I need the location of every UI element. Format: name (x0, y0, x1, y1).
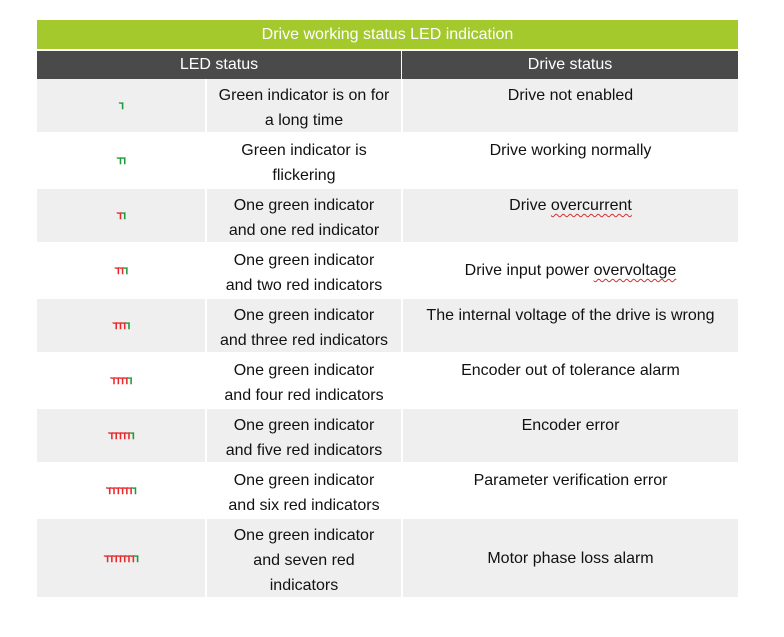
drive-status (403, 299, 738, 352)
red-led-icon: ꭋ (103, 550, 109, 565)
red-led-icon: ꭋ (106, 483, 111, 497)
led-description-line: and one red indicator (228, 222, 380, 239)
led-indicator-cell (37, 464, 207, 517)
red-led-icon: ꭋ (112, 318, 117, 332)
table-row (37, 299, 738, 354)
green-led-icon: ꭋ (127, 373, 132, 387)
led-indicator-icons (110, 368, 131, 393)
led-status-table (37, 20, 738, 599)
led-indicator-cell (37, 354, 207, 407)
led-indicator-cell (37, 409, 207, 462)
red-led-icon: ꭋ (129, 550, 134, 565)
table-row (37, 519, 738, 599)
table-row (37, 189, 738, 244)
green-led-icon: ꭋ (129, 428, 134, 442)
led-description (207, 519, 403, 597)
led-indicator-cell (37, 244, 207, 297)
led-indicator-icons (112, 313, 129, 338)
led-description-line: One green indicator (233, 417, 375, 434)
led-indicator-cell (37, 79, 207, 132)
led-description-line: One green indicator (233, 527, 375, 544)
led-indicator-cell (37, 299, 207, 352)
green-led-icon: ꭋ (131, 483, 136, 497)
led-indicator-cell (37, 189, 207, 242)
red-led-icon: ꭋ (118, 263, 124, 277)
led-description (207, 299, 403, 352)
red-led-icon: ꭋ (108, 550, 113, 565)
led-description (207, 409, 403, 462)
green-led-icon: ꭋ (123, 263, 128, 277)
drive-status (403, 409, 738, 462)
led-description-line: One green indicator (233, 197, 375, 214)
header-row (37, 51, 738, 79)
drive-status-text: Drive (509, 197, 551, 214)
led-description-line: One green indicator (233, 307, 375, 324)
led-description (207, 189, 403, 242)
led-indicator-cell (37, 519, 207, 597)
drive-status-text: The internal voltage of the drive is wrong (426, 307, 715, 324)
red-led-icon: ꭋ (125, 550, 130, 565)
red-led-icon: ꭋ (108, 428, 113, 442)
led-description-line: and five red indicators (225, 442, 383, 459)
drive-status-text: Parameter verification error (473, 472, 668, 489)
red-led-icon: ꭋ (118, 373, 124, 387)
red-led-icon: ꭋ (110, 483, 115, 497)
led-indicator-icons (117, 148, 126, 173)
drive-status-text: Drive working normally (489, 142, 652, 159)
red-led-icon: ꭋ (127, 483, 132, 497)
red-led-icon: ꭋ (116, 318, 121, 332)
table-row (37, 134, 738, 189)
led-indicator-cell (37, 134, 207, 187)
led-description (207, 134, 403, 187)
drive-status-text: Drive not enabled (507, 87, 634, 104)
red-led-icon: ꭋ (116, 428, 121, 442)
red-led-icon: ꭋ (114, 263, 119, 277)
table-row (37, 244, 738, 299)
led-description-line: Green indicator is (241, 142, 367, 159)
drive-status (403, 464, 738, 517)
header-drive-status: Drive status (527, 56, 613, 73)
red-led-icon: ꭋ (114, 483, 119, 497)
drive-status-text: Motor phase loss alarm (487, 549, 654, 567)
red-led-icon: ꭋ (116, 550, 121, 565)
led-description-line: and three red indicators (219, 332, 389, 349)
green-led-icon: ꭋ (118, 98, 124, 112)
red-led-icon: ꭋ (121, 318, 126, 332)
led-description (207, 244, 403, 297)
table-row (37, 79, 738, 134)
red-led-icon: ꭋ (125, 428, 130, 442)
green-led-icon: ꭋ (133, 550, 139, 565)
green-led-icon: ꭋ (125, 318, 130, 332)
led-description-line: and six red indicators (228, 497, 380, 514)
drive-status (403, 519, 738, 597)
led-description-line: and two red indicators (225, 277, 383, 294)
green-led-icon: ꭋ (116, 153, 121, 167)
drive-status-text: Encoder error (521, 417, 620, 434)
header-led-status: LED status (37, 51, 402, 79)
table-row (37, 464, 738, 519)
red-led-icon: ꭋ (123, 483, 128, 497)
led-indicator-icons (104, 546, 138, 571)
led-description (207, 354, 403, 407)
led-description-line: Green indicator is on for (218, 87, 390, 104)
drive-status-text: Encoder out of tolerance alarm (461, 362, 680, 379)
drive-status (403, 354, 738, 407)
red-led-icon: ꭋ (114, 373, 119, 387)
led-description-line: indicators (269, 577, 339, 594)
red-led-icon: ꭋ (118, 483, 124, 497)
table-row (37, 354, 738, 409)
red-led-icon: ꭋ (123, 373, 128, 387)
red-led-icon: ꭋ (116, 208, 121, 222)
led-description-line: and four red indicators (224, 387, 384, 404)
led-description (207, 79, 403, 132)
drive-status (403, 79, 738, 132)
led-indicator-icons (119, 93, 123, 118)
drive-status-text: Drive input power (464, 262, 594, 279)
led-description (207, 464, 403, 517)
red-led-icon: ꭋ (121, 550, 126, 565)
drive-status-text: overvoltage (593, 262, 677, 279)
red-led-icon: ꭋ (112, 428, 117, 442)
drive-status (403, 244, 738, 297)
led-description-line: One green indicator (233, 472, 375, 489)
led-indicator-icons (115, 258, 128, 283)
led-description-line: and seven red (253, 552, 355, 569)
led-indicator-icons (106, 478, 136, 503)
led-description-line: One green indicator (233, 252, 375, 269)
green-led-icon: ꭋ (121, 208, 126, 222)
drive-status (403, 189, 738, 242)
red-led-icon: ꭋ (112, 550, 117, 565)
table-row (37, 409, 738, 464)
led-indicator-icons (117, 203, 126, 228)
table-title: Drive working status LED indication (37, 20, 738, 49)
red-led-icon: ꭋ (121, 428, 126, 442)
led-description-line: flickering (272, 167, 336, 184)
drive-status (403, 134, 738, 187)
led-description-line: a long time (264, 112, 344, 129)
drive-status-text: overcurrent (550, 197, 632, 214)
green-led-icon: ꭋ (121, 153, 126, 167)
led-description-line: One green indicator (233, 362, 375, 379)
led-indicator-icons (108, 423, 134, 448)
table-body (37, 79, 738, 599)
red-led-icon: ꭋ (110, 373, 115, 387)
